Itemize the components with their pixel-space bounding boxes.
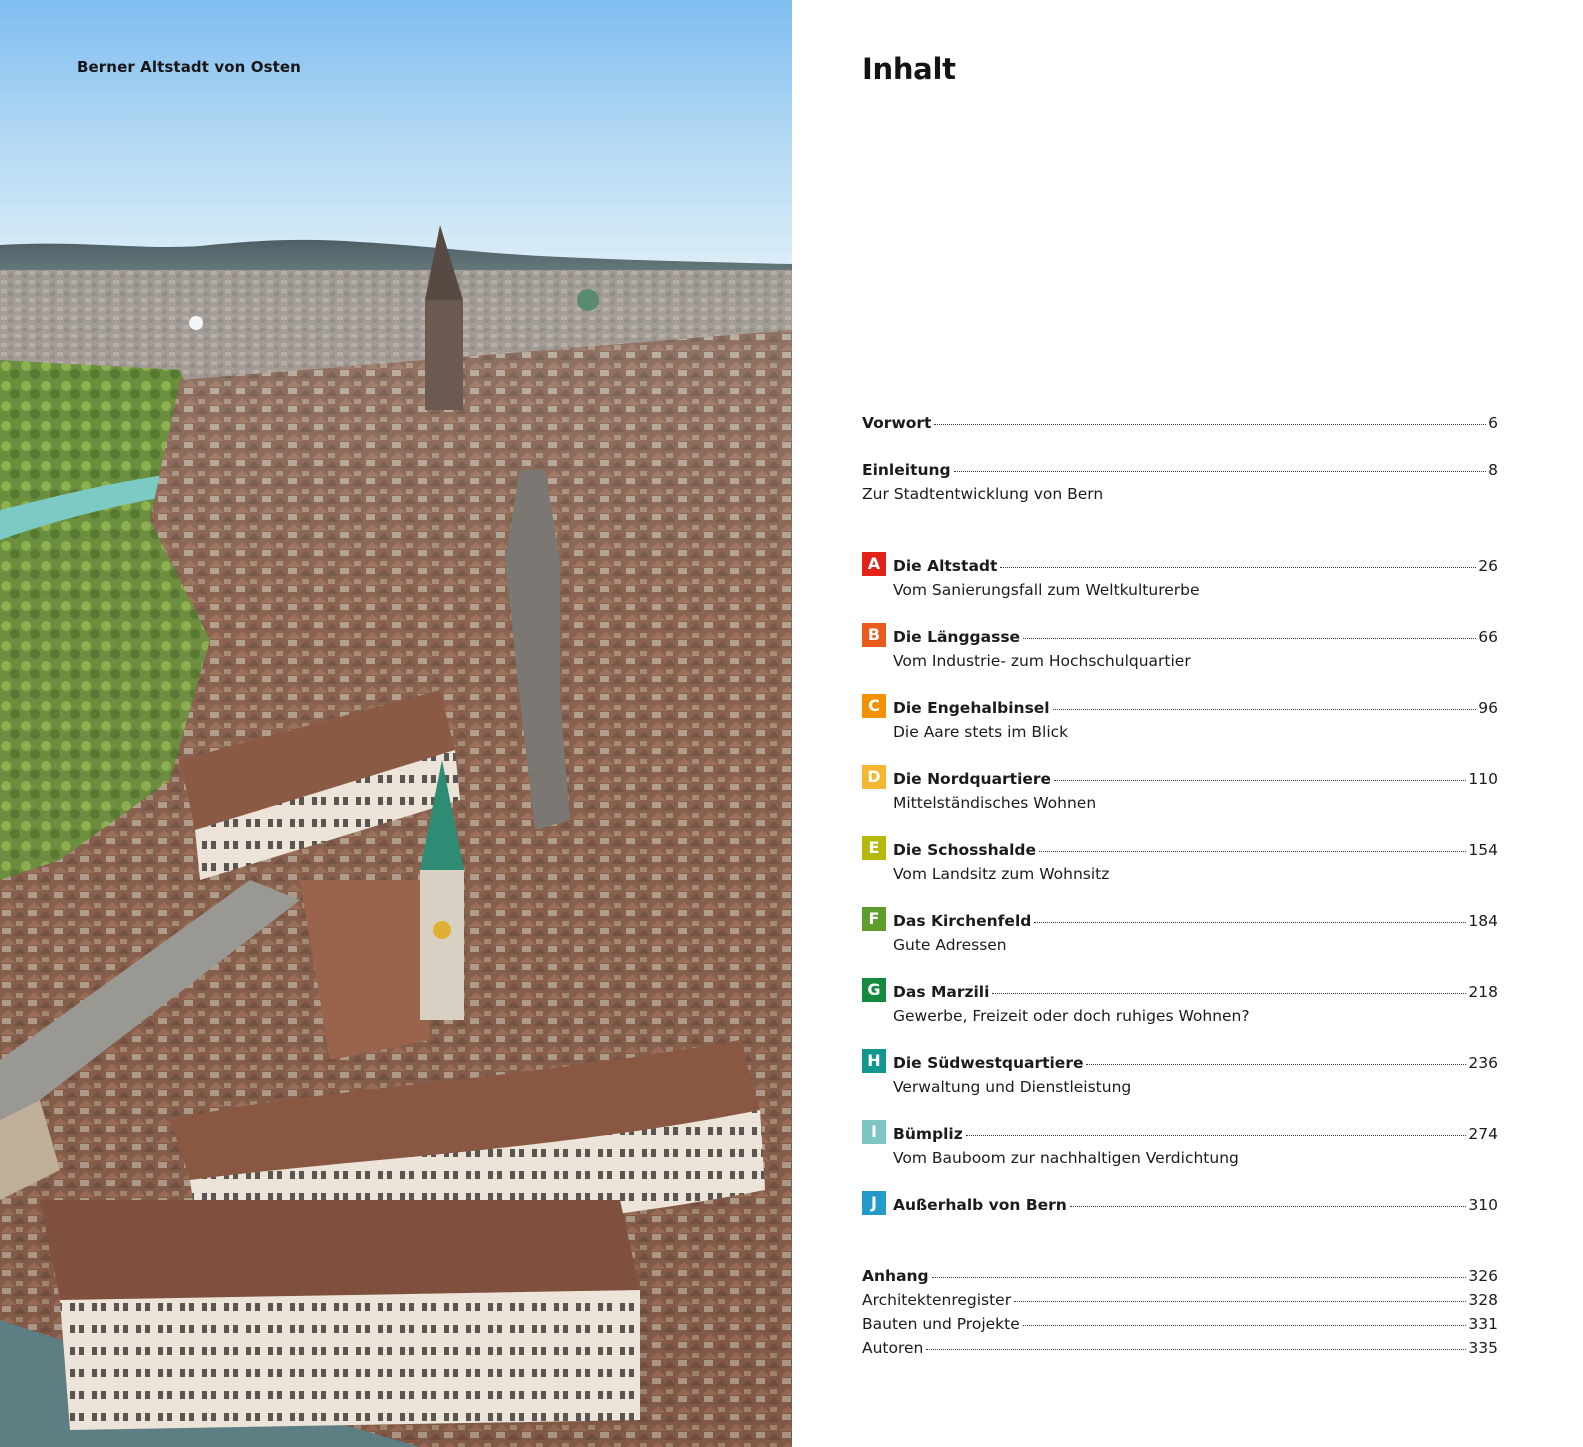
leader-dots [1053,709,1477,710]
toc-entry-page: 8 [1488,461,1498,479]
leader-dots [1023,638,1476,639]
toc-entry-title: Vorwort [862,414,932,432]
toc-entry-title: Die Schosshalde [893,841,1036,859]
toc-entry-page: 26 [1478,557,1498,575]
toc-entry-subtitle: Vom Landsitz zum Wohnsitz [893,865,1110,883]
leader-dots [1086,1064,1466,1065]
toc-entry-bauten-und-projekte[interactable] [862,1314,1498,1334]
toc-chapter-h[interactable] [893,1053,1498,1073]
toc-entry-page: 328 [1468,1291,1498,1309]
leader-dots [1034,922,1466,923]
chapter-badge-e: E [862,836,886,860]
chapter-badge-i: I [862,1120,886,1144]
toc-entry-subtitle: Zur Stadtentwicklung von Bern [862,485,1104,503]
chapter-badge-d: D [862,765,886,789]
toc-entry-title: Einleitung [862,461,951,479]
toc-entry-subtitle: Mittelständisches Wohnen [893,794,1097,812]
toc-entry-title: Architektenregister [862,1291,1012,1309]
toc-entry-page: 110 [1468,770,1498,788]
toc-entry-title: Die Altstadt [893,557,998,575]
chapter-badge-j: J [862,1191,886,1215]
chapter-badge-c: C [862,694,886,718]
toc-entry-page: 184 [1468,912,1498,930]
toc-entry-page: 66 [1478,628,1498,646]
toc-entry-title: Anhang [862,1267,929,1285]
toc-chapter-j[interactable] [893,1195,1498,1215]
toc-entry-title: Die Engehalbinsel [893,699,1050,717]
toc-entry-page: 274 [1468,1125,1498,1143]
leader-dots [1014,1301,1466,1302]
toc-entry-page: 154 [1468,841,1498,859]
leader-dots [1039,851,1466,852]
chapter-badge-f: F [862,907,886,931]
leader-dots [932,1277,1467,1278]
toc-chapter-g[interactable] [893,982,1498,1002]
toc-entry-page: 6 [1488,414,1498,432]
toc-entry-title: Die Länggasse [893,628,1021,646]
toc-entry-title: Bümpliz [893,1125,963,1143]
toc-entry-title: Das Marzili [893,983,990,1001]
toc-entry-anhang[interactable] [862,1266,1498,1286]
toc-entry-page: 331 [1468,1315,1498,1333]
toc-entry-page: 335 [1468,1339,1498,1357]
leader-dots [1023,1325,1467,1326]
toc-entry-subtitle: Verwaltung und Dienstleistung [893,1078,1132,1096]
toc-heading: Inhalt [862,52,956,86]
toc-entry-title: Das Kirchenfeld [893,912,1032,930]
toc-entry-title: Die Südwestquartiere [893,1054,1084,1072]
toc-entry-architektenregister[interactable] [862,1290,1498,1310]
leader-dots [966,1135,1467,1136]
toc-entry-title: Die Nordquartiere [893,770,1052,788]
toc-chapter-i[interactable] [893,1124,1498,1144]
toc-entry-page: 326 [1468,1267,1498,1285]
toc-entry-subtitle: Vom Industrie- zum Hochschulquartier [893,652,1191,670]
chapter-badge-b: B [862,623,886,647]
leader-dots [1000,567,1476,568]
table-of-contents-page [792,0,1583,1447]
toc-entry-subtitle: Gewerbe, Freizeit oder doch ruhiges Wohnen? [893,1007,1250,1025]
leader-dots [926,1349,1466,1350]
toc-chapter-a[interactable] [893,556,1498,576]
toc-chapter-c[interactable] [893,698,1498,718]
leader-dots [954,471,1486,472]
chapter-badge-h: H [862,1049,886,1073]
leader-dots [1054,780,1466,781]
leader-dots [1070,1206,1467,1207]
leader-dots [992,993,1466,994]
toc-chapter-d[interactable] [893,769,1498,789]
toc-entry-title: Bauten und Projekte [862,1315,1020,1333]
toc-chapter-f[interactable] [893,911,1498,931]
toc-entry-einleitung[interactable] [862,460,1498,480]
toc-entry-page: 218 [1468,983,1498,1001]
toc-entry-title: Außerhalb von Bern [893,1196,1067,1214]
toc-entry-autoren[interactable] [862,1338,1498,1358]
toc-entry-subtitle: Vom Bauboom zur nachhaltigen Verdichtung [893,1149,1239,1167]
toc-entry-page: 96 [1478,699,1498,717]
chapter-badge-a: A [862,552,886,576]
toc-entry-subtitle: Die Aare stets im Blick [893,723,1069,741]
photo-caption: Berner Altstadt von Osten [77,58,301,76]
toc-entry-title: Autoren [862,1339,924,1357]
toc-entry-page: 236 [1468,1054,1498,1072]
toc-entry-subtitle: Gute Adressen [893,936,1007,954]
chapter-badge-g: G [862,978,886,1002]
toc-chapter-e[interactable] [893,840,1498,860]
leader-dots [934,424,1486,425]
toc-entry-subtitle: Vom Sanierungsfall zum Weltkulturerbe [893,581,1200,599]
toc-entry-page: 310 [1468,1196,1498,1214]
toc-chapter-b[interactable] [893,627,1498,647]
toc-entry-vorwort[interactable] [862,413,1498,433]
